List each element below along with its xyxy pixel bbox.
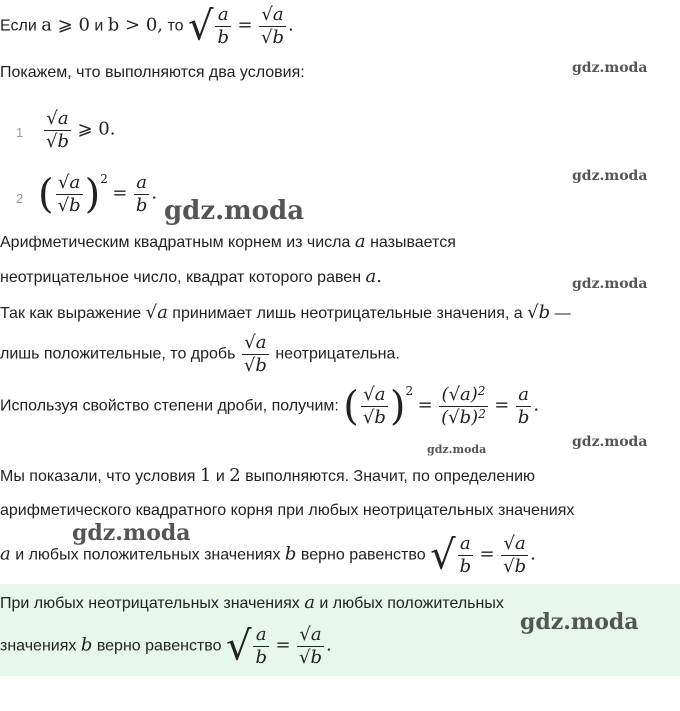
para2-line1: [0, 302, 571, 325]
condition-number-1: 1: [16, 125, 24, 140]
var-b: b: [284, 543, 297, 565]
paren-open: (: [38, 171, 54, 218]
para1-text: неотрицательное число, квадрат которого равен: [0, 269, 362, 286]
watermark: gdz.moda: [572, 276, 648, 292]
intro-prefix: Если: [0, 17, 37, 35]
period: .: [533, 394, 540, 416]
para4-text: выполняются. Значит, по определению: [245, 468, 536, 485]
para1-text: называется: [370, 234, 456, 251]
equals-sign: =: [275, 634, 291, 656]
radical-sign: √: [225, 623, 252, 670]
watermark: gdz.moda: [427, 443, 487, 456]
fraction-a-over-b: $\frac{a}{b}$: [255, 624, 268, 668]
fraction-powers: $\frac{(√a)^2}{(√b)^2}$: [441, 384, 486, 428]
conclusion-text: значениях: [0, 637, 77, 655]
radical-sign: √: [430, 532, 456, 579]
intro-conj: и: [94, 17, 104, 35]
condition-number-2: 2: [16, 191, 24, 206]
watermark: gdz.moda: [572, 60, 648, 76]
exponent: 2: [478, 407, 486, 421]
exponent: 2: [477, 384, 486, 398]
conclusion-line1: [0, 592, 504, 615]
var-a: a: [304, 592, 315, 613]
equals-sign: =: [494, 394, 510, 416]
para4-text: верно равенство: [300, 546, 426, 564]
watermark: gdz.moda: [72, 520, 191, 546]
para1-line2: [0, 266, 382, 289]
conclusion-text: верно равенство: [96, 637, 222, 655]
condition-ref-1: 1: [199, 465, 212, 486]
para1-line1: [0, 231, 456, 254]
exponent: 2: [100, 172, 108, 186]
condition-2-relation: =: [112, 182, 128, 204]
para3-line: [0, 384, 539, 429]
conclusion-line2: [0, 624, 332, 669]
condition-1: [42, 108, 115, 153]
fraction-a-over-b: $\frac{a}{b}$: [135, 172, 148, 216]
exponent: 2: [405, 384, 414, 398]
para2-text: Так как выражение: [0, 305, 142, 322]
para4-line3: [0, 533, 536, 578]
para2-line2: [0, 332, 400, 377]
fraction-sqrt-a-over-sqrt-b: $\frac{√a}{√b}$: [362, 384, 386, 428]
equals-sign: =: [237, 14, 253, 36]
equals-sign: =: [479, 543, 495, 565]
fraction-a-over-b: $\frac{a}{b}$: [459, 533, 472, 577]
period: .: [151, 182, 158, 204]
paren-close: ): [389, 383, 406, 430]
fraction-sqrt-a-over-sqrt-b: $\frac{√a}{√b}$: [503, 533, 527, 577]
para3-text: Используя свойство степени дроби, получим:: [0, 397, 339, 415]
para4-text: и любых положительных значениях: [15, 546, 281, 564]
conclusion-text: При любых неотрицательных значениях: [0, 595, 300, 612]
var-a: a: [354, 231, 366, 252]
cond-a: a ⩾ 0: [41, 14, 90, 36]
period: .: [288, 14, 294, 36]
para2-text: —: [554, 305, 571, 322]
para4-text: Мы показали, что условия: [0, 468, 196, 485]
fraction-sqrt-a-over-sqrt-b: $\frac{√a}{√b}$: [46, 108, 69, 152]
watermark: gdz.moda: [572, 168, 648, 184]
fraction-a-over-b: $\frac{a}{b}$: [517, 384, 530, 428]
sqrt-a: √a: [145, 302, 168, 323]
show-line: Покажем, что выполняются два условия:: [0, 64, 305, 81]
condition-1-relation: ⩾ 0.: [77, 118, 116, 140]
intro-then: то: [167, 17, 184, 35]
sqrt-b: √b: [527, 302, 551, 323]
watermark: gdz.moda: [520, 609, 639, 635]
para4-text: и: [215, 468, 225, 485]
cond-b: b > 0,: [107, 14, 164, 36]
period: .: [326, 634, 332, 656]
fraction-sqrt-a-over-sqrt-b: $\frac{√a}{√b}$: [299, 624, 323, 668]
paren-close: ): [84, 171, 101, 218]
paren-open: (: [343, 383, 359, 430]
fraction-sqrt-a-over-sqrt-b: $\frac{√a}{√b}$: [57, 172, 81, 216]
watermark: gdz.moda: [164, 196, 305, 226]
watermark: gdz.moda: [572, 434, 648, 450]
var-a: a: [0, 543, 11, 565]
para2-text: принимает лишь неотрицательные значения, а: [172, 305, 523, 322]
radical-sign: √: [187, 3, 214, 50]
var-a: a: [365, 266, 377, 287]
period: .: [376, 266, 382, 287]
para4-line2: арифметического квадратного корня при любых неотрицательных значениях: [0, 502, 575, 519]
fraction-sqrt-a-over-sqrt-b: $\frac{√a}{√b}$: [261, 4, 284, 48]
conclusion-text: и любых положительных: [319, 595, 504, 612]
fraction-a-over-b: $\frac{a}{b}$: [217, 4, 229, 48]
para2-text: неотрицательна.: [275, 345, 400, 363]
fraction-sqrt-a-over-sqrt-b: $\frac{√a}{√b}$: [243, 332, 267, 376]
para1-text: Арифметическим квадратным корнем из числа: [0, 234, 351, 251]
period: .: [530, 543, 536, 565]
condition-ref-2: 2: [229, 465, 241, 486]
para4-line1: [0, 465, 535, 488]
equals-sign: =: [417, 394, 433, 416]
var-b: b: [80, 634, 93, 656]
para2-text: лишь положительные, то дробь: [0, 345, 236, 363]
condition-2: [38, 172, 157, 217]
intro-line: [0, 4, 294, 49]
